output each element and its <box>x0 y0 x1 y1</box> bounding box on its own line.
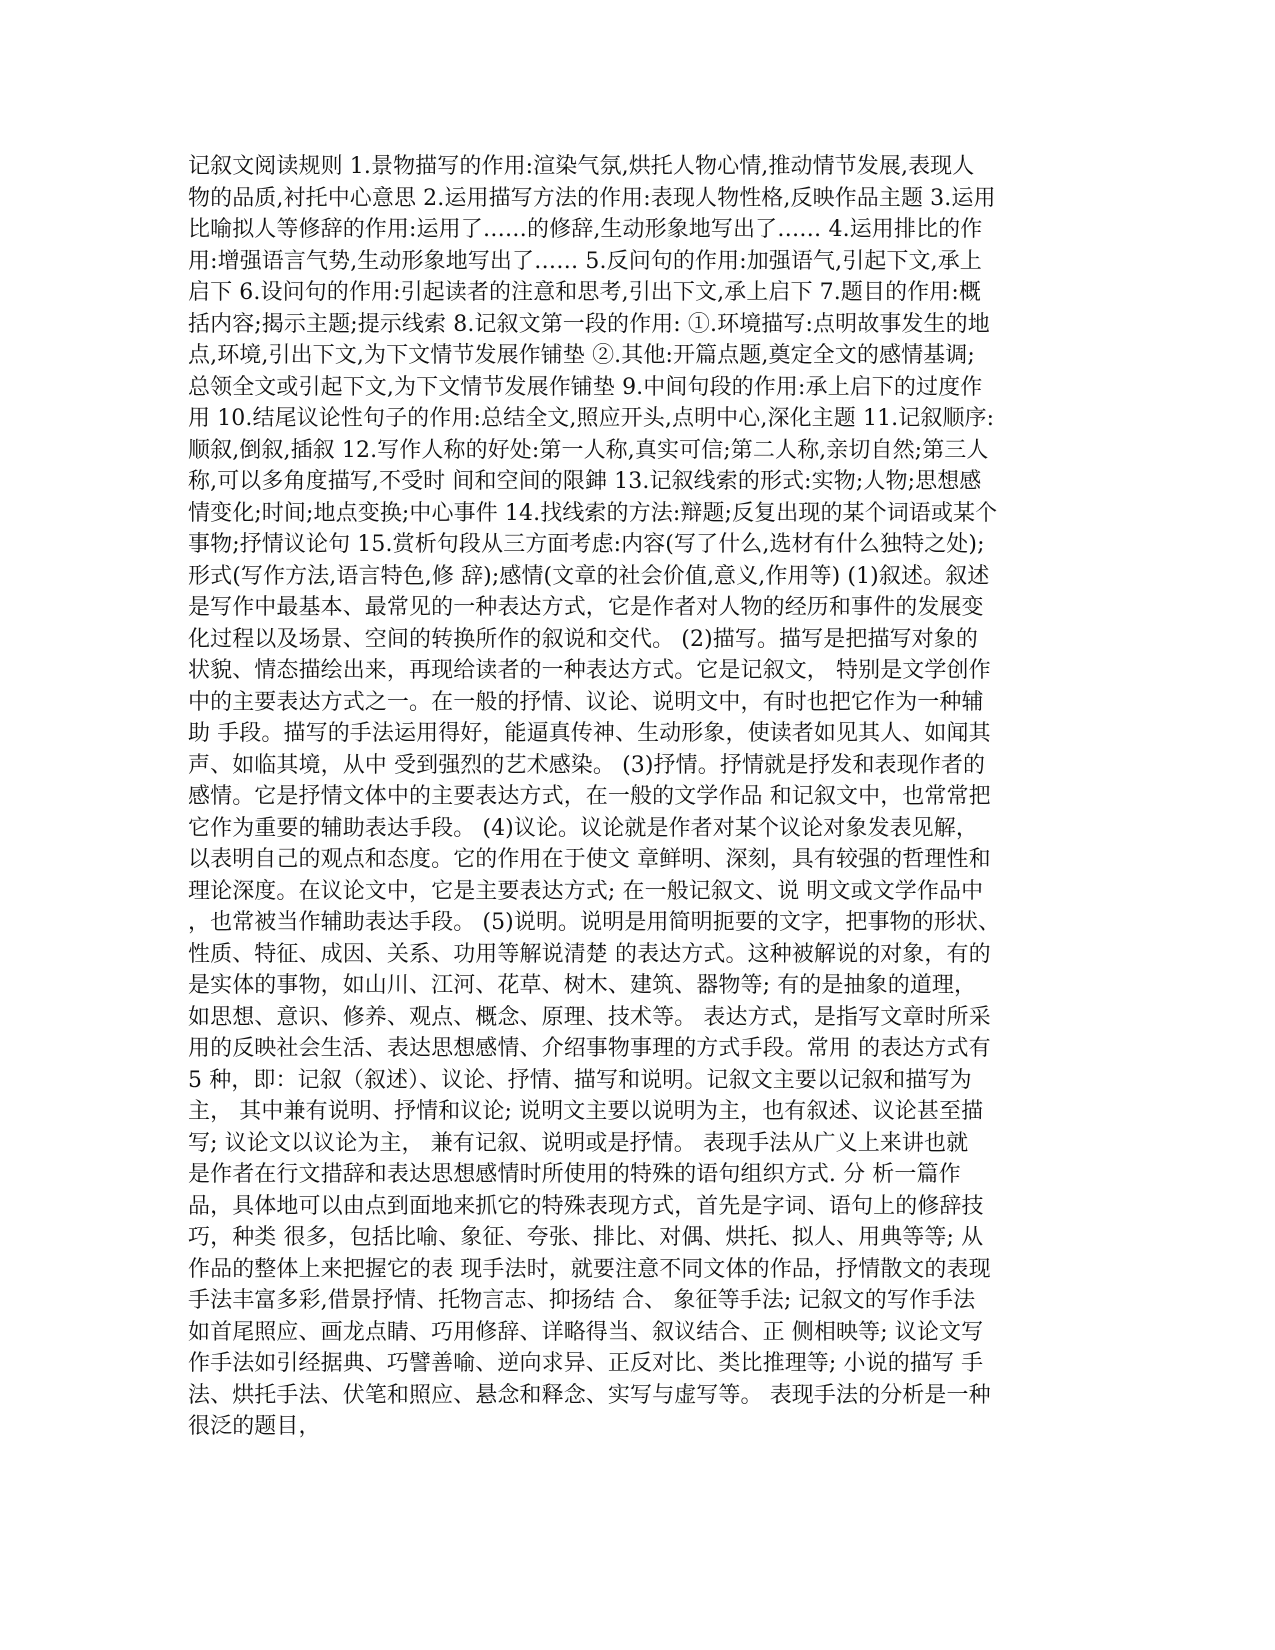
text-line: 称,可以多角度描写,不受时 间和空间的限鋛 13.记叙线索的形式:实物;人物;思想感 <box>188 469 982 494</box>
text-line: 作手法如引经据典、巧譬善喻、逆向求异、正反对比、类比推理等; 小说的描写 手 <box>188 1351 984 1376</box>
text-line: 写; 议论文以议论为主， 兼有记叙、说明或是抒情。 表现手法从广义上来讲也就 <box>188 1130 969 1156</box>
text-line: 很泛的题目， <box>188 1414 321 1439</box>
text-line: 巧，种类 很多，包括比喻、象征、夸张、排比、对偶、烘托、拟人、用典等等; 从 <box>188 1225 984 1250</box>
text-line: 情变化;时间;地点变换;中心事件 14.找线索的方法:辩题;反复出现的某个词语或某个 <box>188 500 998 526</box>
text-line: 感情。它是抒情文体中的主要表达方式，在一般的文学作品 和记叙文中，也常常把 <box>188 784 991 809</box>
text-line: 状貌、情态描绘出来，再现给读者的一种表达方式。它是记叙文， 特别是文学创作 <box>188 658 991 683</box>
text-line: 5 种，即：记叙（叙述）、议论、抒情、描写和说明。记叙文主要以记叙和描写为 <box>188 1067 972 1093</box>
text-line: 用:增强语言气势,生动形象地写出了…… 5.反问句的作用:加强语气,引起下文,承上 <box>188 248 982 274</box>
text-line: 声、如临其境，从中 受到强烈的艺术感染。 (3)抒情。抒情就是抒发和表现作者的 <box>188 752 986 778</box>
text-line: 记叙文阅读规则 1.景物描写的作用:渲染气氛,烘托人物心情,推动情节发展,表现人 <box>188 154 975 179</box>
text-line: 用 10.结尾议论性句子的作用:总结全文,照应开头,点明中心,深化主题 11.记叙顺序: <box>188 406 995 431</box>
text-line: ，也常被当作辅助表达手段。 (5)说明。说明是用简明扼要的文字，把事物的形状、 <box>188 910 1001 935</box>
text-line: 作品的整体上来把握它的表 现手法时，就要注意不同文体的作品，抒情散文的表现 <box>188 1256 991 1282</box>
text-line: 以表明自己的观点和态度。它的作用在于使文 章鲜明、深刻，具有较强的哲理性和 <box>188 847 991 872</box>
text-line: 总领全文或引起下文,为下文情节发展作铺垫 9.中间句段的作用:承上启下的过度作 <box>188 374 983 400</box>
text-line: 用的反映社会生活、表达思想感情、介绍事物事理的方式手段。常用 的表达方式有 <box>188 1036 991 1061</box>
text-line: 手法丰富多彩,借景抒情、托物言志、抑扬结 合、 象征等手法; 记叙文的写作手法 <box>188 1288 976 1313</box>
text-line: 是作者在行文措辞和表达思想感情时所使用的特殊的语句组织方式. 分 析一篇作 <box>188 1162 961 1187</box>
body-text <box>188 151 1088 1443</box>
text-line: 点,环境,引出下文,为下文情节发展作铺垫 ②.其他:开篇点题,奠定全文的感情基调; <box>188 343 975 368</box>
text-line: 性质、特征、成因、关系、功用等解说清楚 的表达方式。这种被解说的对象，有的 <box>188 941 991 967</box>
text-line: 法、烘托手法、伏笔和照应、悬念和释念、实写与虚写等。 表现手法的分析是一种 <box>188 1382 991 1408</box>
text-line: 主， 其中兼有说明、抒情和议论; 说明文主要以说明为主，也有叙述、议论甚至描 <box>188 1099 984 1124</box>
text-line: 物的品质,衬托中心意思 2.运用描写方法的作用:表现人物性格,反映作品主题 3.运用 <box>188 185 996 211</box>
text-line: 启下 6.设问句的作用:引起读者的注意和思考,引出下文,承上启下 7.题目的作用:概 <box>188 280 981 305</box>
text-line: 如首尾照应、画龙点睛、巧用修辞、详略得当、叙议结合、正 侧相映等; 议论文写 <box>188 1319 984 1345</box>
text-line: 括内容;揭示主题;提示线索 8.记叙文第一段的作用: ①.环境描写:点明故事发生的地 <box>188 311 990 337</box>
text-line: 品，具体地可以由点到面地来抓它的特殊表现方式，首先是字词、语句上的修辞技 <box>188 1193 984 1219</box>
text-line: 顺叙,倒叙,插叙 12.写作人称的好处:第一人称,真实可信;第二人称,亲切自然;第三人 <box>188 437 989 463</box>
text-line: 是写作中最基本、最常见的一种表达方式，它是作者对人物的经历和事件的发展变 <box>188 595 984 620</box>
text-line: 事物;抒情议论句 15.赏析句段从三方面考虑:内容(写了什么,选材有什么独特之处); <box>188 532 985 557</box>
text-line: 如思想、意识、修养、观点、概念、原理、技术等。 表达方式，是指写文章时所采 <box>188 1004 991 1030</box>
text-line: 它作为重要的辅助表达手段。 (4)议论。议论就是作者对某个议论对象发表见解， <box>188 815 978 841</box>
text-line: 形式(写作方法,语言特色,修 辞);感情(文章的社会价值,意义,作用等) (1)叙述。叙述 <box>188 563 990 589</box>
text-line: 化过程以及场景、空间的转换所作的叙说和交代。 (2)描写。描写是把描写对象的 <box>188 626 978 652</box>
text-line: 是实体的事物，如山川、江河、花草、树木、建筑、器物等; 有的是抽象的道理， <box>188 973 977 998</box>
text-line: 中的主要表达方式之一。在一般的抒情、议论、说明文中，有时也把它作为一种辅 <box>188 689 984 715</box>
text-line: 比喻拟人等修辞的作用:运用了……的修辞,生动形象地写出了…… 4.运用排比的作 <box>188 217 983 242</box>
text-line: 理论深度。在议论文中，它是主要表达方式; 在一般记叙文、说 明文或文学作品中 <box>188 878 984 904</box>
text-line: 助 手段。描写的手法运用得好，能逼真传神、生动形象，使读者如见其人、如闻其 <box>188 721 991 746</box>
